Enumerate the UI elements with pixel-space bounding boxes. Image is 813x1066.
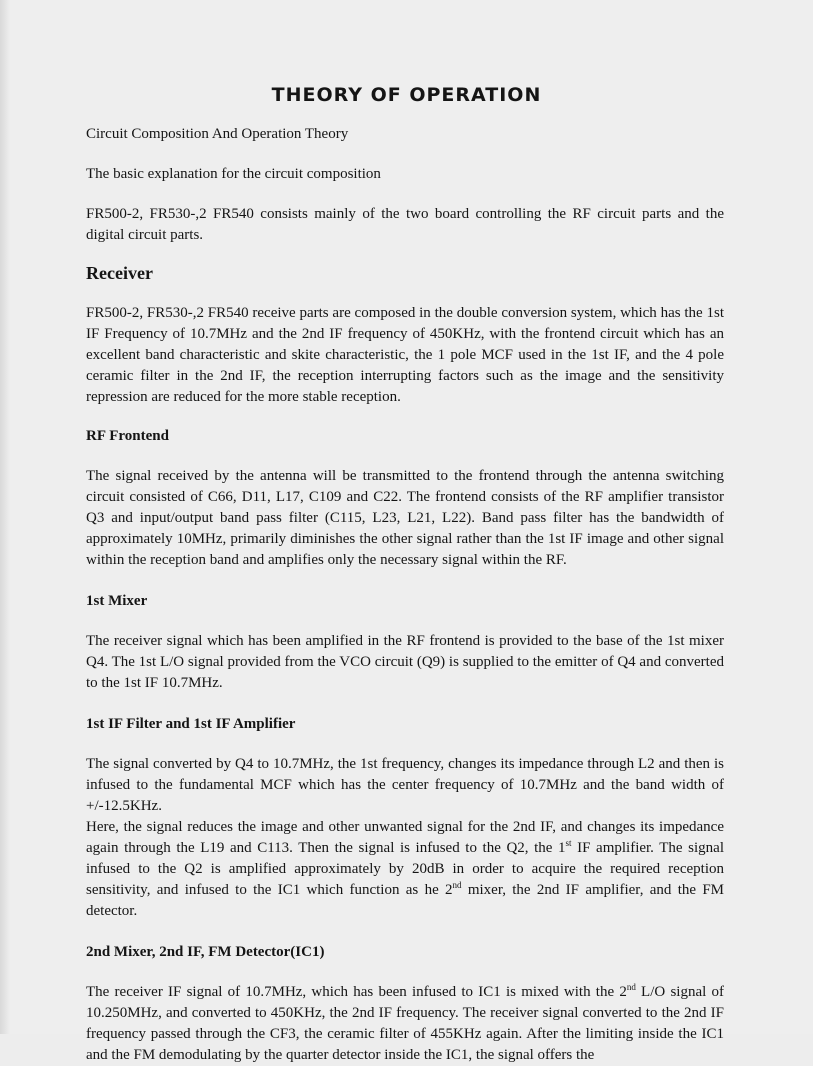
circuit-composition-subheading: The basic explanation for the circuit composition (86, 166, 381, 182)
first-if-heading: 1st IF Filter and 1st IF Amplifier (86, 716, 296, 732)
first-if-paragraph-2-text-1: Here, the signal reduces the image and other unwanted signal for the 2nd IF, and changes its impedance again through the L19 and C113. Then the signal is infused to the Q2, the 1 (86, 819, 724, 856)
first-if-paragraph-1: The signal converted by Q4 to 10.7MHz, the 1st frequency, changes its impedance through L2 and then is infused to the fundamental MCF which has the center frequency of 10.7MHz and the band width of +/-12.5KHz. (86, 756, 724, 814)
overview-paragraph: FR500-2, FR530-,2 FR540 consists mainly of the two board controlling the RF circuit parts and the digital circuit parts. (86, 206, 724, 243)
second-mixer-paragraph (86, 982, 724, 1066)
first-mixer-paragraph: The receiver signal which has been amplified in the RF frontend is provided to the base of the 1st mixer Q4. The 1st L/O signal provided from the VCO circuit (Q9) is supplied to the emitter of Q4 and converted to the 1st IF 10.7MHz. (86, 633, 724, 691)
second-mixer-paragraph-superscript: nd (626, 982, 636, 992)
first-if-paragraph-2-text-3: mixer, the 2nd IF amplifier, and the FM detector. (86, 882, 724, 919)
second-mixer-paragraph-text-1: The receiver IF signal of 10.7MHz, which has been infused to IC1 is mixed with the 2 (86, 984, 627, 1000)
second-mixer-heading: 2nd Mixer, 2nd IF, FM Detector(IC1) (86, 944, 325, 960)
page-title: THEORY OF OPERATION (271, 84, 542, 106)
receiver-paragraph: FR500-2, FR530-,2 FR540 receive parts are composed in the double conversion system, which has the 1st IF Frequency of 10.7MHz and the 2nd IF frequency of 450KHz, with the frontend circuit which has an excellent band characteristic and skite characteristic, the 1 pole MCF used in the 1st IF, and the 4 pole ceramic filter in the 2nd IF, the reception interrupting factors such as the image and the sensitivity repression are reduced for the more stable reception. (86, 305, 724, 405)
second-mixer-paragraph-text-2: L/O signal of 10.250MHz, and converted to 450KHz, the 2nd IF frequency. The receiver signal converted to the 2nd IF frequency passed through the CF3, the ceramic filter of 455KHz again. After the limiting inside the IC1 and the FM demodulating by the quarter detector inside the IC1, the signal offers the (86, 984, 724, 1063)
intro-heading: Circuit Composition And Operation Theory (86, 126, 349, 142)
first-if-paragraph-2 (86, 817, 724, 922)
first-mixer-heading: 1st Mixer (86, 593, 148, 609)
document-content (86, 124, 724, 1066)
rf-frontend-paragraph: The signal received by the antenna will be transmitted to the frontend through the antenna switching circuit consisted of C66, D11, L17, C109 and C22. The frontend consists of the RF amplifier transistor Q3 and input/output band pass filter (C115, L23, L21, L22). Band pass filter has the bandwidth of approximately 10MHz, primarily diminishes the other signal rather than the 1st IF image and other signal within the reception band and amplifies only the necessary signal within the RF. (86, 468, 724, 568)
first-if-paragraph-2-superscript-1: st (565, 838, 572, 848)
receiver-heading: Receiver (86, 263, 153, 283)
first-if-paragraph-2-superscript-2: nd (452, 880, 462, 890)
first-if-paragraph-2-text-2: IF amplifier. The signal infused to the Q2 is amplified approximately by 20dB in order to acquire the required reception sensitivity, and infused to the IC1 which function as he 2 (86, 840, 724, 898)
rf-frontend-heading: RF Frontend (86, 428, 169, 444)
